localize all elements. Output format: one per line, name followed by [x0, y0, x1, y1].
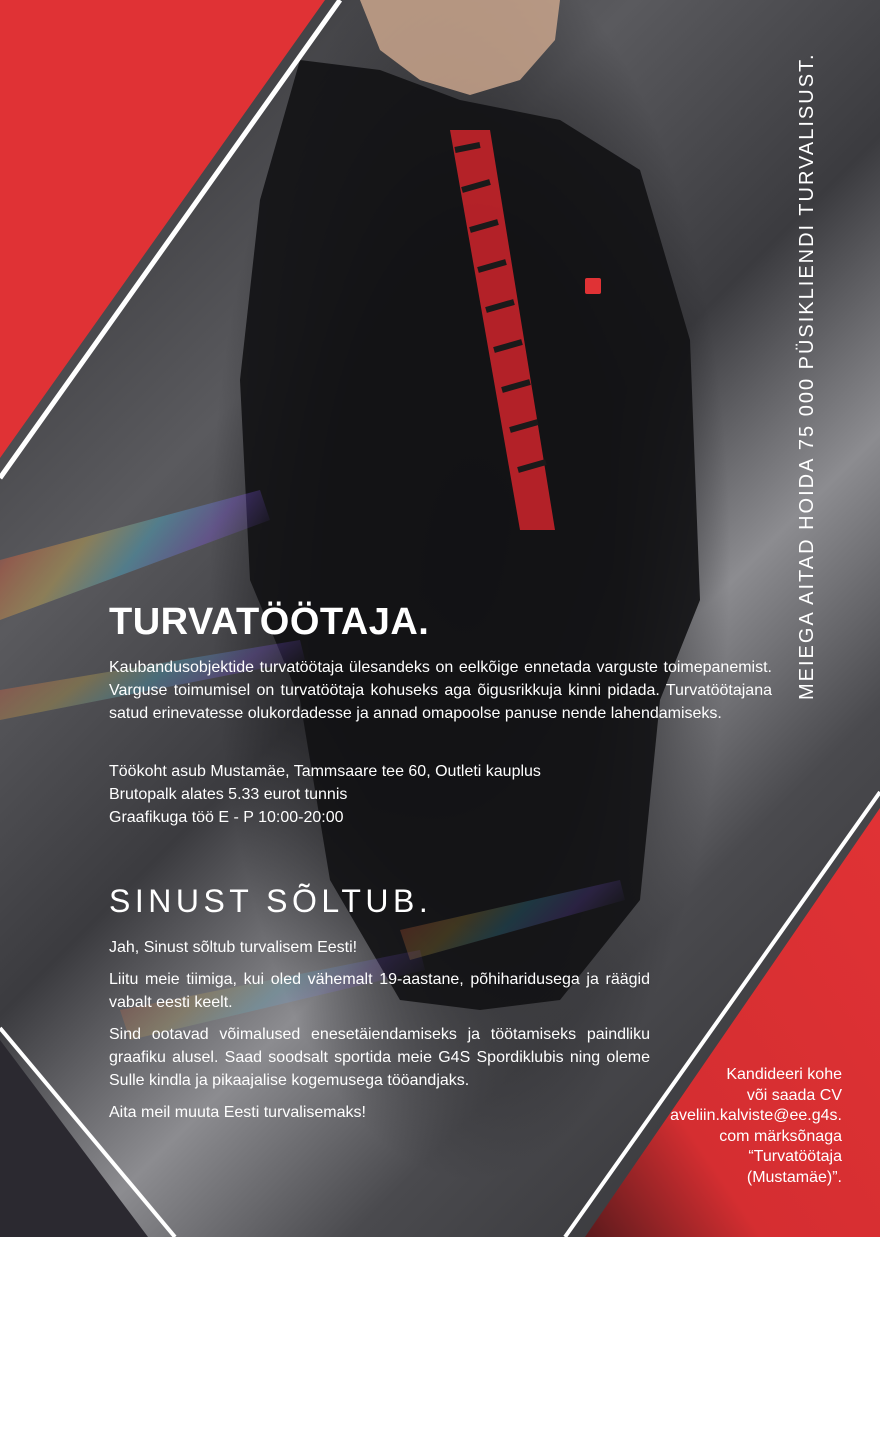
apply-call-to-action: [642, 1065, 842, 1188]
section-body: [109, 936, 650, 1133]
cta-line: (Mustamäe)”.: [746, 1168, 842, 1186]
job-location: Töökoht asub Mustamäe, Tammsaare tee 60, Outleti kauplus: [109, 763, 541, 780]
cta-email[interactable]: aveliin.kalviste@ee.g4s.: [670, 1107, 842, 1124]
job-details: [109, 760, 709, 829]
vertical-slogan: MEIEGA AITAD HOIDA 75 000 PÜSIKLIENDI TURVALISUST.: [796, 52, 818, 700]
cta-line: com märksõnaga: [719, 1127, 842, 1145]
body-paragraph: Sind ootavad võimalused enesetäiendamiseks ja töötamiseks paindliku graafiku alusel. Saad soodsalt sportida meie G4S Spordiklubis ning oleme Sulle kindla ja pikaajalise kogemusega tööandjaks.: [109, 1026, 650, 1089]
body-paragraph: Jah, Sinust sõltub turvalisem Eesti!: [109, 939, 358, 956]
body-paragraph: Aita meil muuta Eesti turvalisemaks!: [109, 1104, 366, 1121]
section-heading: SINUST SÕLTUB.: [109, 883, 433, 919]
cta-line: või saada CV: [746, 1086, 842, 1104]
cta-line: Kandideeri kohe: [726, 1066, 842, 1083]
guard-photo: [240, 0, 700, 1010]
body-paragraph: Liitu meie tiimiga, kui oled vähemalt 19-aastane, põhiharidusega ja räägid vabalt eesti keelt.: [109, 971, 650, 1011]
g4s-pin-icon: [585, 278, 601, 294]
job-schedule: Graafikuga töö E - P 10:00-20:00: [109, 809, 344, 826]
job-intro: Kaubandusobjektide turvatöötaja ülesandeks on eelkõige ennetada varguste toimepanemist. Varguse toimumisel on turvatöötaja kohuseks aga õigusrikkuja kinni pidada. Turvatöötajana satud erinevatesse olukordadesse ja annad omapoolse panuse nende lahendamiseks.: [109, 659, 772, 722]
page-title: TURVATÖÖTAJA.: [109, 601, 430, 643]
cta-line: “Turvatöötaja: [748, 1148, 842, 1165]
job-salary: Brutopalk alates 5.33 eurot tunnis: [109, 786, 348, 803]
